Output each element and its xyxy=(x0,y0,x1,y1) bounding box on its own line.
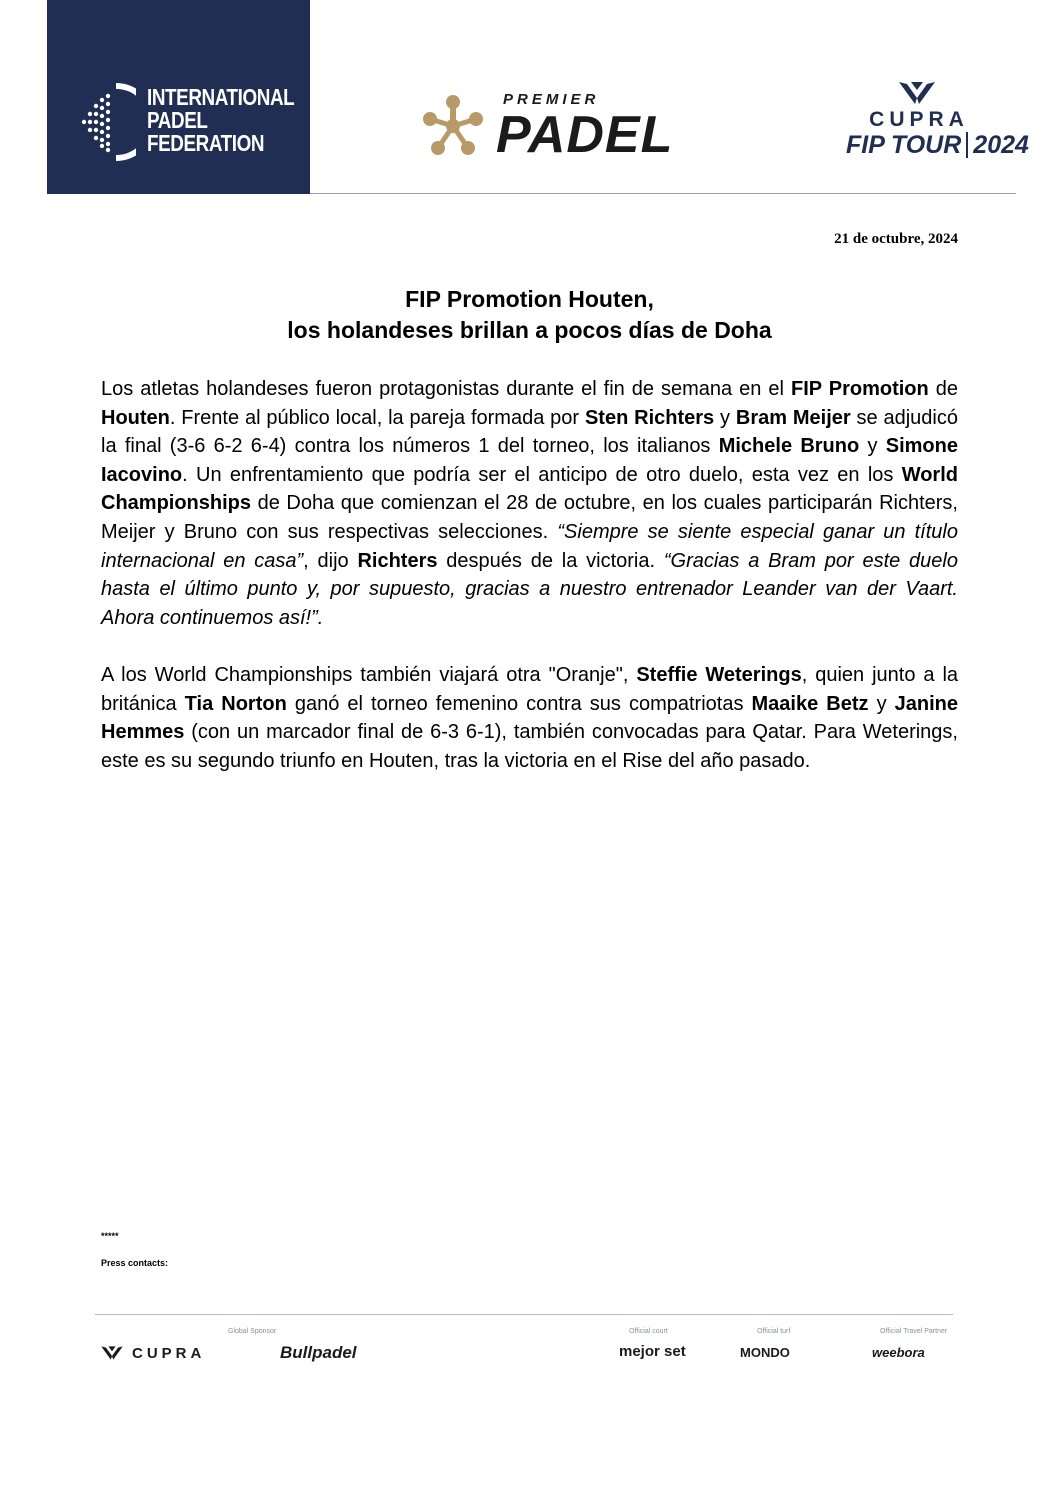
press-date: 21 de octubre, 2024 xyxy=(834,231,958,247)
text-run: (con un marcador final de 6-3 6-1), también convocadas para Qatar. Para Weterings, este es su segundo triunfo en Houten, tras la victoria en el Rise del año pasado. xyxy=(101,721,958,772)
sponsor-cupra-text: CUPRA xyxy=(132,1345,206,1362)
text-run: Los atletas holandeses fueron protagonistas durante el fin de semana en el xyxy=(101,378,791,400)
text-run: después de la victoria. xyxy=(437,549,664,572)
fip-tour-logo xyxy=(846,131,1029,160)
bold-run: Tia Norton xyxy=(184,692,287,715)
bold-run: Richters xyxy=(357,549,438,572)
bold-run: Steffie Weterings xyxy=(636,663,802,686)
press-title xyxy=(101,284,958,346)
sponsor-mondo-logo: MONDO xyxy=(740,1345,790,1360)
separator-stars: ***** xyxy=(101,1231,119,1241)
text-run: , quien junto a la británica xyxy=(101,663,959,715)
tour-name: FIP TOUR xyxy=(846,131,962,159)
official-travel-label: Official Travel Partner xyxy=(880,1328,948,1335)
paragraph-2 xyxy=(101,661,958,775)
paragraph-1 xyxy=(101,375,958,632)
fip-logo-icon xyxy=(76,82,136,162)
official-court-label: Official court xyxy=(629,1328,668,1335)
text-run: de xyxy=(928,378,958,400)
bold-run: World Championships xyxy=(101,463,958,515)
text-run: se adjudicó la final (3-6 6-2 6-4) contra los números 1 del torneo, los italianos xyxy=(101,406,958,458)
bold-run: Simone Iacovino xyxy=(101,435,958,486)
footer-divider xyxy=(95,1314,953,1315)
text-run: A los World Championships también viajará otra "Oranje", xyxy=(101,663,637,686)
text-run: de Doha que comienzan el 28 de octubre, en los cuales participarán Richters, Meijer y Bruno con sus respectivas selecciones. xyxy=(101,492,958,543)
cupra-small-icon xyxy=(100,1345,124,1361)
premier-padel-star-icon xyxy=(418,92,488,160)
bold-run: Maaike Betz xyxy=(751,692,869,715)
sponsor-weebora-logo: weebora xyxy=(872,1345,925,1360)
sponsor-mejorset-logo: mejor set xyxy=(619,1343,686,1360)
text-run: y xyxy=(714,406,736,429)
bold-run: Houten xyxy=(101,406,170,429)
fip-line-2: PADEL xyxy=(147,107,208,133)
text-run: ganó el torneo femenino contra sus compatriotas xyxy=(286,692,752,715)
cupra-tribal-icon xyxy=(897,80,937,106)
bold-run: FIP Promotion xyxy=(790,378,929,400)
text-run: y xyxy=(859,435,886,458)
cupra-wordmark: CUPRA xyxy=(869,108,969,131)
fip-line-3: FEDERATION xyxy=(147,130,265,156)
sponsor-bullpadel-logo: Bullpadel xyxy=(280,1343,357,1362)
fip-line-1: INTERNATIONAL xyxy=(147,84,295,110)
bold-run: Sten Richters xyxy=(584,406,715,429)
title-line-2: los holandeses brillan a pocos días de Doha xyxy=(287,317,772,343)
bold-run: Janine Hemmes xyxy=(101,692,958,744)
press-contacts-label: Press contacts: xyxy=(101,1258,169,1268)
official-turf-label: Official turf xyxy=(757,1328,791,1335)
global-sponsor-label: Global Sponsor xyxy=(228,1328,277,1335)
text-run: . Un enfrentamiento que podría ser el anticipo de otro duelo, esta vez en los xyxy=(182,463,902,486)
header-divider xyxy=(310,193,1016,194)
tour-separator xyxy=(966,132,968,158)
quote-run: “Gracias a Bram por este duelo hasta el último punto y, por supuesto, gracias a nuestro entrenador Leander van der Vaart. Ahora continuemos así!”. xyxy=(101,549,958,629)
sponsor-cupra-logo xyxy=(100,1345,205,1362)
fip-wordmark xyxy=(147,86,294,155)
bold-run: Bram Meijer xyxy=(735,406,851,429)
text-run: , dijo xyxy=(303,549,358,572)
bold-run: Michele Bruno xyxy=(718,435,860,458)
article-body xyxy=(101,375,958,804)
text-run: y xyxy=(868,692,895,715)
tour-year: 2024 xyxy=(973,131,1029,159)
padel-wordmark: PADEL xyxy=(496,106,674,164)
premier-label: PREMIER xyxy=(503,91,600,108)
title-line-1: FIP Promotion Houten, xyxy=(405,286,654,312)
text-run: . Frente al público local, la pareja formada por xyxy=(169,406,585,429)
quote-run: “Siempre se siente especial ganar un título internacional en casa” xyxy=(101,520,958,572)
